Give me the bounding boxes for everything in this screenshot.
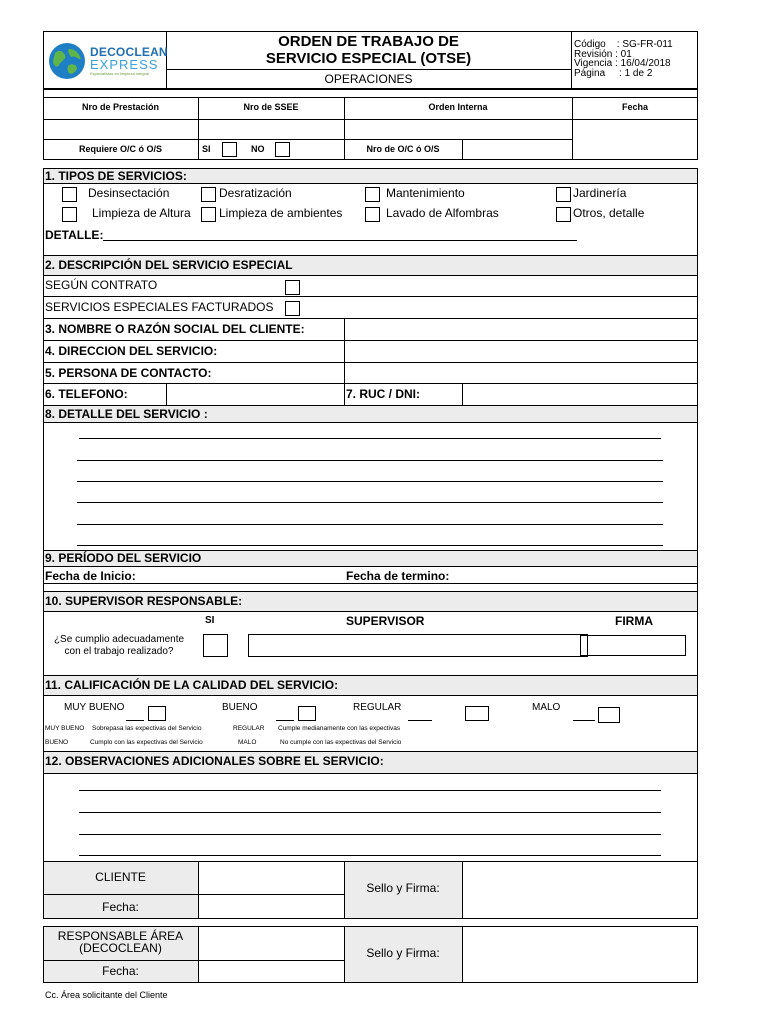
legend-bueno-key: BUENO: [45, 739, 69, 746]
department-label: OPERACIONES: [324, 72, 413, 86]
nro-oc-label: Nro de O/C ó O/S: [366, 144, 440, 154]
cumplio-si-box[interactable]: [203, 634, 228, 657]
cliente-label: CLIENTE: [95, 870, 146, 884]
option-jardineria: Jardinería: [573, 186, 627, 200]
cliente-sello-label: Sello y Firma:: [366, 881, 440, 895]
col-supervisor-label: SUPERVISOR: [346, 614, 425, 628]
supervisor-signature-field[interactable]: [580, 635, 686, 656]
fecha-termino-label: Fecha de termino:: [346, 569, 450, 583]
fecha-inicio-label: Fecha de Inicio:: [45, 569, 136, 583]
section8-title: 8. DETALLE DEL SERVICIO :: [45, 407, 208, 421]
col-fecha: Fecha: [621, 102, 648, 112]
responsable-label-line1: RESPONSABLE ÁREA: [57, 929, 184, 943]
detalle-label: DETALLE:: [45, 228, 104, 242]
doc-code: Código : SG-FR-011: [574, 39, 673, 50]
col-si-label: SI: [205, 615, 215, 626]
logo-line2: EXPRESS: [90, 57, 159, 72]
requiere-si-checkbox[interactable]: [222, 142, 237, 157]
detalle-servicio-line-6[interactable]: [77, 545, 663, 546]
section2-title: 2. DESCRIPCIÓN DEL SERVICIO ESPECIAL: [45, 258, 293, 272]
rating-malo-checkbox[interactable]: [598, 707, 620, 723]
responsable-signature-field[interactable]: [463, 927, 697, 982]
question-line2: con el trabajo realizado?: [64, 646, 174, 657]
supervisor-name-field[interactable]: [248, 634, 588, 657]
option-otros: Otros, detalle: [573, 206, 645, 220]
rating-bueno-checkbox[interactable]: [298, 706, 316, 721]
detalle-servicio-line-1[interactable]: [79, 438, 661, 439]
col-ssee: Nro de SSEE: [243, 102, 299, 112]
option-desinsectacion: Desinsectación: [88, 186, 170, 200]
ruc-field[interactable]: [463, 384, 697, 404]
legend-muy-bueno-key: MUY BUENO: [45, 725, 85, 732]
observaciones-line-2[interactable]: [79, 812, 661, 813]
legend-regular-key: REGULAR: [233, 725, 265, 732]
company-logo: [47, 41, 168, 81]
logo-line1: DECOCLEAN: [90, 45, 168, 59]
doc-revision: Revisión : 01: [574, 49, 632, 60]
nro-oc-field[interactable]: [463, 140, 571, 159]
checkbox-limpieza-ambientes[interactable]: [201, 207, 216, 222]
doc-validity: Vigencia : 16/04/2018: [574, 58, 671, 69]
globe-icon: [47, 41, 87, 81]
form-title-line2: SERVICIO ESPECIAL (OTSE): [265, 50, 472, 67]
cliente-signature-field[interactable]: [463, 862, 697, 918]
responsable-name-field[interactable]: [199, 927, 344, 960]
rating-regular-checkbox[interactable]: [465, 706, 489, 721]
doc-page: Página : 1 de 2: [574, 68, 653, 79]
legend-muy-bueno-desc: Sobrepasa las expectivas del Servicio: [92, 725, 202, 732]
observaciones-line-4[interactable]: [79, 855, 661, 856]
col-firma-label: FIRMA: [615, 614, 653, 628]
option-limpieza-altura: Limpieza de Altura: [92, 206, 191, 220]
detalle-servicio-line-3[interactable]: [77, 481, 663, 482]
checkbox-servicios-facturados[interactable]: [285, 301, 300, 316]
cliente-nombre-field[interactable]: [345, 319, 697, 340]
detalle-line[interactable]: [103, 240, 577, 241]
direccion-field[interactable]: [345, 341, 697, 362]
observaciones-line-1[interactable]: [79, 790, 661, 791]
checkbox-mantenimiento[interactable]: [365, 187, 380, 202]
servicios-facturados-label: SERVICIOS ESPECIALES FACTURADOS: [45, 300, 274, 314]
section1-title: 1. TIPOS DE SERVICIOS:: [45, 169, 187, 183]
rating-muy-bueno-checkbox[interactable]: [148, 706, 166, 721]
legend-bueno-desc: Cumplo con las expectivas del Servicio: [90, 739, 203, 746]
option-lavado-alfombras: Lavado de Alfombras: [386, 206, 499, 220]
section11-title: 11. CALIFICACIÓN DE LA CALIDAD DEL SERVICIO:: [45, 678, 339, 692]
checkbox-desinsectacion[interactable]: [62, 187, 77, 202]
section12-title: 12. OBSERVACIONES ADICIONALES SOBRE EL SERVICIO:: [45, 754, 384, 768]
detalle-servicio-line-5[interactable]: [77, 524, 663, 525]
section5-label: 5. PERSONA DE CONTACTO:: [45, 366, 212, 380]
orden-interna-field[interactable]: [345, 120, 571, 138]
prestacion-field[interactable]: [44, 120, 197, 138]
footer-cc-note: Cc. Área solicitante del Cliente: [45, 990, 168, 1000]
responsable-fecha-label: Fecha:: [102, 964, 139, 978]
no-label: NO: [251, 144, 265, 154]
responsable-label-line2: (DECOCLEAN): [79, 941, 162, 955]
detalle-servicio-line-4[interactable]: [77, 502, 663, 503]
section9-title: 9. PERÍODO DEL SERVICIO: [45, 551, 202, 565]
legend-malo-key: MALO: [238, 739, 257, 746]
legend-malo-desc: No cumple con las expectivas del Servicio: [280, 739, 402, 746]
fecha-field[interactable]: [573, 120, 697, 159]
logo-tagline: Especialistas en limpieza integral: [90, 71, 149, 76]
requiere-no-checkbox[interactable]: [275, 142, 290, 157]
checkbox-limpieza-altura[interactable]: [62, 207, 77, 222]
checkbox-desratizacion[interactable]: [201, 187, 216, 202]
checkbox-segun-contrato[interactable]: [285, 280, 300, 295]
responsable-fecha-field[interactable]: [199, 961, 344, 982]
checkbox-jardineria[interactable]: [556, 187, 571, 202]
form-title-line1: ORDEN DE TRABAJO DE: [278, 33, 459, 50]
section6-label: 6. TELEFONO:: [45, 387, 128, 401]
option-limpieza-ambientes: Limpieza de ambientes: [219, 206, 343, 220]
ssee-field[interactable]: [199, 120, 343, 138]
requiere-label: Requiere O/C ó O/S: [78, 144, 163, 154]
section10-title: 10. SUPERVISOR RESPONSABLE:: [45, 594, 243, 608]
contacto-field[interactable]: [345, 363, 697, 383]
legend-regular-desc: Cumple medianamente con las expectivas: [278, 725, 401, 732]
cliente-fecha-field[interactable]: [199, 895, 344, 918]
segun-contrato-label: SEGÚN CONTRATO: [45, 278, 158, 292]
si-label: SI: [202, 144, 211, 154]
section7-label: 7. RUC / DNI:: [346, 387, 421, 401]
rating-bueno-label: BUENO: [222, 702, 258, 713]
col-orden-interna: Orden Interna: [428, 102, 488, 112]
section4-label: 4. DIRECCION DEL SERVICIO:: [45, 344, 218, 358]
detalle-servicio-line-2[interactable]: [77, 460, 663, 461]
cliente-name-field[interactable]: [199, 862, 344, 894]
checkbox-lavado-alfombras[interactable]: [365, 207, 380, 222]
telefono-field[interactable]: [167, 384, 343, 404]
question-line1: ¿Se cumplio adecuadamente: [53, 634, 185, 645]
rating-muy-bueno-label: MUY BUENO: [64, 702, 125, 713]
observaciones-line-3[interactable]: [79, 834, 661, 835]
rating-malo-label: MALO: [532, 702, 561, 713]
option-mantenimiento: Mantenimiento: [386, 186, 465, 200]
section3-label: 3. NOMBRE O RAZÓN SOCIAL DEL CLIENTE:: [45, 322, 305, 336]
rating-regular-label: REGULAR: [353, 702, 402, 713]
checkbox-otros[interactable]: [556, 207, 571, 222]
col-prestacion: Nro de Prestación: [81, 102, 160, 112]
cliente-fecha-label: Fecha:: [102, 900, 139, 914]
responsable-sello-label: Sello y Firma:: [366, 946, 440, 960]
option-desratizacion: Desratización: [219, 186, 292, 200]
